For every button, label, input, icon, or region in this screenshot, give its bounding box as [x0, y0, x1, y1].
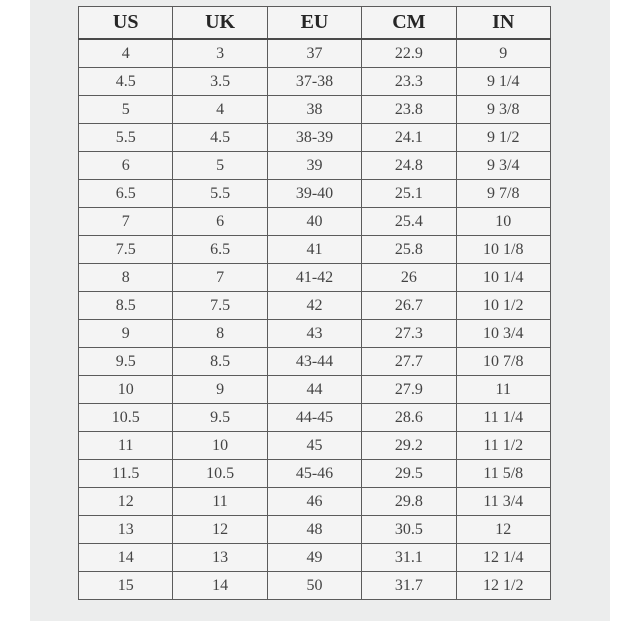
cell-us: 8	[79, 264, 173, 292]
cell-eu: 37	[267, 39, 361, 68]
cell-uk: 9.5	[173, 404, 267, 432]
table-row	[79, 124, 551, 152]
cell-cm: 27.9	[362, 376, 456, 404]
cell-us: 12	[79, 488, 173, 516]
cell-cm: 24.8	[362, 152, 456, 180]
cell-us: 5.5	[79, 124, 173, 152]
header-row	[79, 7, 551, 40]
cell-uk: 13	[173, 544, 267, 572]
cell-uk: 7.5	[173, 292, 267, 320]
cell-in: 9 3/4	[456, 152, 550, 180]
cell-uk: 4	[173, 96, 267, 124]
cell-in: 10 1/8	[456, 236, 550, 264]
cell-eu: 41	[267, 236, 361, 264]
cell-cm: 22.9	[362, 39, 456, 68]
cell-cm: 26	[362, 264, 456, 292]
cell-in: 12	[456, 516, 550, 544]
table-row	[79, 96, 551, 124]
table-row	[79, 68, 551, 96]
cell-eu: 44-45	[267, 404, 361, 432]
cell-eu: 42	[267, 292, 361, 320]
table-row	[79, 152, 551, 180]
cell-cm: 28.6	[362, 404, 456, 432]
cell-cm: 29.8	[362, 488, 456, 516]
cell-us: 11.5	[79, 460, 173, 488]
cell-eu: 50	[267, 572, 361, 600]
cell-uk: 8.5	[173, 348, 267, 376]
cell-eu: 43-44	[267, 348, 361, 376]
cell-uk: 8	[173, 320, 267, 348]
cell-cm: 25.8	[362, 236, 456, 264]
cell-us: 13	[79, 516, 173, 544]
table-body	[79, 39, 551, 600]
cell-eu: 45-46	[267, 460, 361, 488]
cell-cm: 29.2	[362, 432, 456, 460]
table-row	[79, 208, 551, 236]
cell-uk: 3.5	[173, 68, 267, 96]
cell-cm: 29.5	[362, 460, 456, 488]
cell-in: 12 1/2	[456, 572, 550, 600]
size-chart-table	[78, 6, 551, 600]
column-header-uk: UK	[173, 7, 267, 40]
cell-uk: 10.5	[173, 460, 267, 488]
cell-us: 10.5	[79, 404, 173, 432]
cell-cm: 23.3	[362, 68, 456, 96]
cell-in: 11 1/2	[456, 432, 550, 460]
cell-eu: 40	[267, 208, 361, 236]
table-row	[79, 236, 551, 264]
cell-in: 11 5/8	[456, 460, 550, 488]
cell-uk: 3	[173, 39, 267, 68]
column-header-eu: EU	[267, 7, 361, 40]
cell-eu: 39-40	[267, 180, 361, 208]
cell-in: 9	[456, 39, 550, 68]
cell-in: 9 7/8	[456, 180, 550, 208]
cell-in: 12 1/4	[456, 544, 550, 572]
table-row	[79, 516, 551, 544]
cell-cm: 30.5	[362, 516, 456, 544]
cell-eu: 41-42	[267, 264, 361, 292]
cell-in: 10 7/8	[456, 348, 550, 376]
cell-cm: 25.4	[362, 208, 456, 236]
table-row	[79, 432, 551, 460]
cell-eu: 48	[267, 516, 361, 544]
cell-cm: 27.7	[362, 348, 456, 376]
cell-us: 10	[79, 376, 173, 404]
column-header-us: US	[79, 7, 173, 40]
table-row	[79, 572, 551, 600]
table-row	[79, 348, 551, 376]
cell-cm: 31.1	[362, 544, 456, 572]
cell-uk: 14	[173, 572, 267, 600]
cell-us: 5	[79, 96, 173, 124]
table-row	[79, 320, 551, 348]
cell-us: 7	[79, 208, 173, 236]
table-row	[79, 376, 551, 404]
cell-us: 4.5	[79, 68, 173, 96]
cell-in: 10 3/4	[456, 320, 550, 348]
cell-eu: 43	[267, 320, 361, 348]
cell-us: 6.5	[79, 180, 173, 208]
table-row	[79, 39, 551, 68]
column-header-in: IN	[456, 7, 550, 40]
cell-uk: 12	[173, 516, 267, 544]
cell-eu: 45	[267, 432, 361, 460]
cell-eu: 49	[267, 544, 361, 572]
table-row	[79, 292, 551, 320]
cell-us: 11	[79, 432, 173, 460]
cell-in: 9 3/8	[456, 96, 550, 124]
cell-cm: 31.7	[362, 572, 456, 600]
cell-in: 10 1/4	[456, 264, 550, 292]
cell-cm: 27.3	[362, 320, 456, 348]
cell-in: 11 3/4	[456, 488, 550, 516]
cell-us: 14	[79, 544, 173, 572]
cell-us: 4	[79, 39, 173, 68]
cell-eu: 39	[267, 152, 361, 180]
cell-us: 9.5	[79, 348, 173, 376]
table-row	[79, 180, 551, 208]
cell-cm: 23.8	[362, 96, 456, 124]
cell-uk: 11	[173, 488, 267, 516]
table-row	[79, 488, 551, 516]
cell-eu: 37-38	[267, 68, 361, 96]
table-row	[79, 544, 551, 572]
cell-uk: 6.5	[173, 236, 267, 264]
cell-in: 10	[456, 208, 550, 236]
cell-us: 6	[79, 152, 173, 180]
cell-in: 11	[456, 376, 550, 404]
cell-uk: 10	[173, 432, 267, 460]
cell-cm: 25.1	[362, 180, 456, 208]
cell-in: 10 1/2	[456, 292, 550, 320]
cell-in: 9 1/2	[456, 124, 550, 152]
cell-in: 9 1/4	[456, 68, 550, 96]
cell-eu: 38-39	[267, 124, 361, 152]
cell-eu: 44	[267, 376, 361, 404]
cell-us: 7.5	[79, 236, 173, 264]
cell-uk: 5.5	[173, 180, 267, 208]
cell-cm: 24.1	[362, 124, 456, 152]
cell-in: 11 1/4	[456, 404, 550, 432]
cell-uk: 5	[173, 152, 267, 180]
table-row	[79, 404, 551, 432]
cell-uk: 4.5	[173, 124, 267, 152]
table-row	[79, 460, 551, 488]
cell-uk: 7	[173, 264, 267, 292]
table-row	[79, 264, 551, 292]
column-header-cm: CM	[362, 7, 456, 40]
cell-us: 9	[79, 320, 173, 348]
cell-cm: 26.7	[362, 292, 456, 320]
cell-uk: 9	[173, 376, 267, 404]
cell-us: 8.5	[79, 292, 173, 320]
cell-uk: 6	[173, 208, 267, 236]
cell-us: 15	[79, 572, 173, 600]
cell-eu: 38	[267, 96, 361, 124]
cell-eu: 46	[267, 488, 361, 516]
